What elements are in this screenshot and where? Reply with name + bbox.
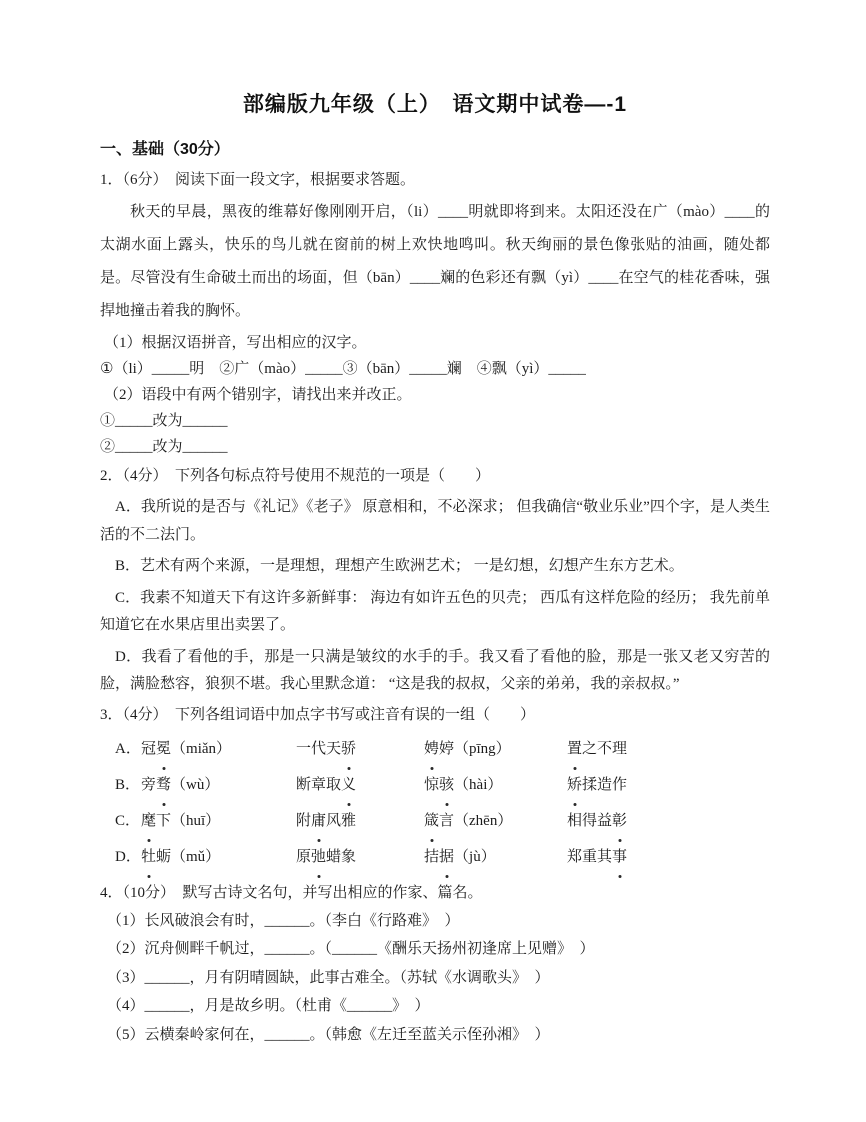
question-1-sub1: （1）根据汉语拼音，写出相应的汉字。 (104, 335, 367, 351)
question-4-item-2: （2）沉舟侧畔千帆过，______。（______《酬乐天扬州初逢席上见赠》 ） (107, 941, 595, 957)
question-1-pinyin-blanks-line: ①（li）_____明 ②广（mào）_____③（bān）_____斓 ④飘（yì）_____ (100, 361, 586, 377)
option-label: B． (115, 776, 141, 793)
word-group: 郑重其事 (567, 839, 770, 875)
word-group: 牡蛎（mǔ） (141, 839, 296, 875)
word-group: 置之不理 (567, 731, 770, 767)
question-3-option-d (100, 839, 770, 875)
question-2-option-a: A．我所说的是否与《礼记》《老子》 原意相和，不必深求； 但我确信“敬业乐业”四个字，是人类生活的不二法门。 (100, 499, 770, 543)
question-3-option-a (100, 731, 770, 767)
question-1-correction-line-1: ①_____改为______ (100, 413, 228, 429)
question-2-stem: 2．（4分） 下列各句标点符号使用不规范的一项是（ ） (100, 468, 491, 484)
page-title: 部编版九年级（上） 语文期中试卷—-1 (242, 93, 628, 116)
word-group: 拮据（jù） (424, 839, 567, 875)
question-2 (100, 462, 770, 699)
word-group: 矫揉造作 (567, 767, 770, 803)
question-3-option-b (100, 767, 770, 803)
question-3-stem: 3．（4分） 下列各组词语中加点字书写或注音有误的一组（ ） (100, 706, 536, 723)
question-3-option-c (100, 803, 770, 839)
question-1 (100, 166, 770, 460)
question-2-option-c: C．我素不知道天下有这许多新鲜事： 海边有如许五色的贝壳； 西瓜有这样危险的经历； 我先前单知道它在水果店里出卖罢了。 (100, 589, 770, 633)
question-4-item-3: （3）______，月有阴晴圆缺，此事古难全。（苏轼《水调歌头》 ） (107, 969, 550, 986)
question-4-item-5: （5）云横秦岭家何在，______。（韩愈《左迁至蓝关示侄孙湘》 ） (107, 1026, 550, 1043)
word-group: 旁骛（wù） (141, 767, 296, 803)
question-1-passage: 秋天的早晨，黑夜的维幕好像刚刚开启，（li）____明就即将到来。太阳还没在广（mào）____的太湖水面上露头，快乐的鸟儿就在窗前的树上欢快地鸣叫。秋天绚丽的景色像张贴的油画，随处都是。尽管没有生命破土而出的场面，但（bān）____斓的色彩还有飘（yì）____在空气的桂花香味，强捍地撞击着我的胸怀。 (100, 204, 770, 319)
question-4-item-4: （4）______，月是故乡明。（杜甫《______》 ） (107, 998, 430, 1014)
question-3-option-rows (100, 731, 770, 875)
word-group: 麾下（huī） (141, 803, 296, 839)
word-group: 附庸风雅 (296, 803, 424, 839)
word-group: 箴言（zhēn） (424, 803, 567, 839)
word-group: 冠冕（miǎn） (141, 731, 296, 767)
question-1-sub2: （2）语段中有两个错别字，请找出来并改正。 (104, 387, 412, 403)
word-group: 原弛蜡象 (296, 839, 424, 875)
question-3 (100, 701, 770, 875)
question-2-option-d: D．我看了看他的手，那是一只满是皱纹的水手的手。我又看了看他的脸，那是一张又老又穷苦的脸，满脸愁容，狼狈不堪。我心里默念道： “这是我的叔叔，父亲的弟弟，我的亲叔叔。” (100, 648, 770, 692)
word-group: 娉婷（pīng） (424, 731, 567, 767)
question-2-option-b: B．艺术有两个来源，一是理想，理想产生欧洲艺术； 一是幻想，幻想产生东方艺术。 (115, 558, 684, 574)
question-1-correction-line-2: ②_____改为______ (100, 439, 228, 455)
question-4-stem: 4．（10分） 默写古诗文名句，并写出相应的作家、篇名。 (100, 884, 483, 901)
word-group: 断章取义 (296, 767, 424, 803)
word-group: 一代天骄 (296, 731, 424, 767)
section-one-heading: 一、基础（30分） (100, 141, 230, 158)
word-group: 相得益彰 (567, 803, 770, 839)
word-group: 惊骇（hài） (424, 767, 567, 803)
question-4-item-1: （1）长风破浪会有时，______。（李白《行路难》 ） (107, 912, 460, 929)
question-4 (100, 879, 770, 1050)
option-label: C． (115, 812, 141, 829)
question-1-stem: 1．（6分） 阅读下面一段文字，根据要求答题。 (100, 172, 416, 188)
option-label: D． (115, 848, 141, 865)
option-label: A． (115, 740, 141, 757)
